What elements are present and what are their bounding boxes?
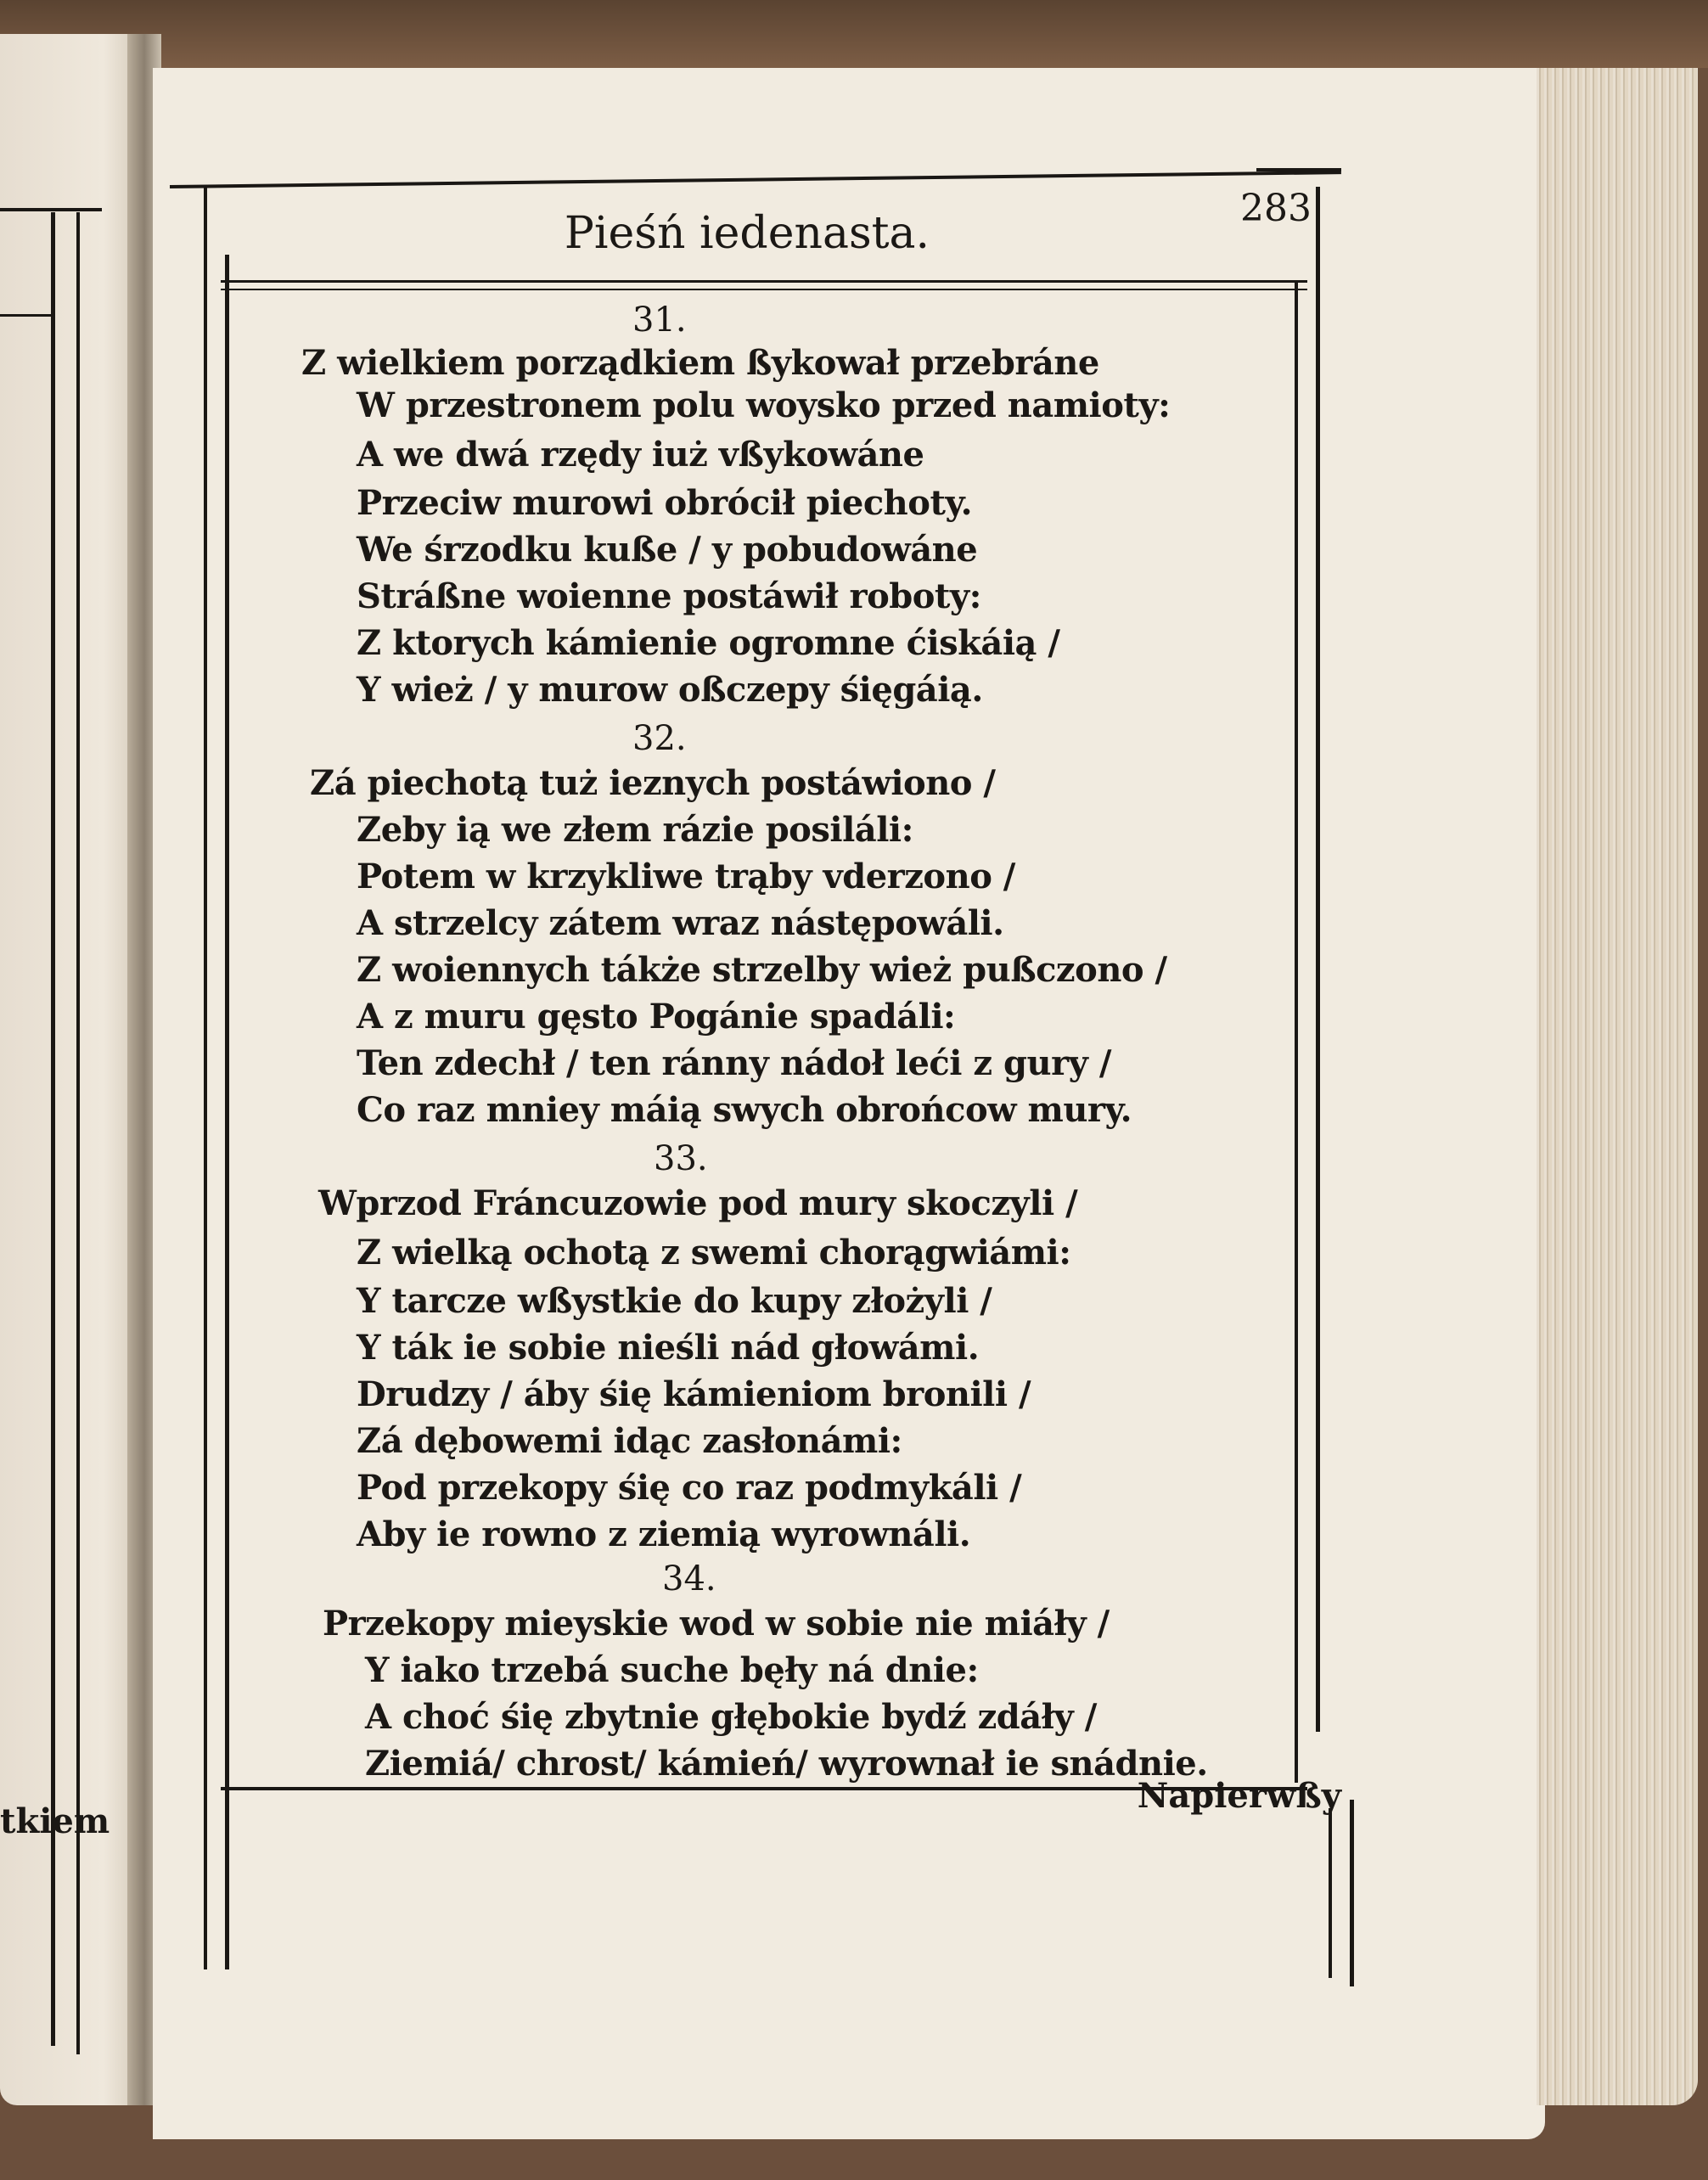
frame-right-border [1329,1808,1332,1978]
verse-line: Z wielkiem porządkiem ßykował przebráne [301,343,1099,383]
verse-line: A z muru gęsto Pogánie spadáli: [357,997,956,1037]
verse-line: Z ktorych kámienie ogromne ćiskáią / [357,623,1060,663]
frame-top-rule [1256,168,1341,171]
verse-line: Zá piechotą tuż ieznych postáwiono / [310,763,996,803]
verse-line: Pod przekopy śię co raz podmykáli / [357,1468,1022,1508]
frame-right-border [1316,187,1320,1732]
left-page-rule [0,208,102,211]
catchword: Napierwßy [1137,1776,1341,1816]
left-page-rule [0,314,51,317]
verse-line: Zeby ią we złem rázie posiláli: [357,810,913,850]
verse-line: Drudzy / áby śię kámieniom bronili / [357,1374,1031,1414]
verse-line: Y iako trzebá suche bęły ná dnie: [365,1650,979,1690]
verse-line: A strzelcy zátem wraz nástępowáli. [357,903,1004,943]
page-number: 283 [1240,187,1312,230]
verse-line: Wprzod Fráncuzowie pod mury skoczyli / [318,1183,1078,1223]
left-page-border [76,212,80,2054]
verse-line: Stráßne woienne postáwił roboty: [357,576,981,616]
verse-line: We śrzodku kuße / y pobudowáne [357,530,978,570]
verse-line: Y ták ie sobie nieśli nád głowámi. [357,1328,980,1368]
left-page-text-fragment: tkiem [0,1801,110,1841]
verse-line: Ziemiá/ chrost/ kámień/ wyrownał ie snádnie. [365,1744,1208,1784]
left-page [0,34,149,2105]
verse-line: Przekopy mieyskie wod w sobie nie miáły / [323,1604,1110,1643]
book-top-edge [0,0,1708,68]
verse-line: Zá dębowemi idąc zasłonámi: [357,1421,902,1461]
stanza-number: 33. [654,1139,708,1178]
verse-line: Aby ie rowno z ziemią wyrownáli. [357,1514,971,1554]
verse-line: Potem w krzykliwe trąby vderzono / [357,857,1015,896]
running-head: Pieśń iedenasta. [564,208,930,259]
verse-line: Ten zdechł / ten ránny nádoł leći z gury / [357,1043,1111,1083]
frame-head-rule [221,280,1307,283]
stanza-number: 32. [632,719,687,758]
verse-line: A choć śię zbytnie głębokie bydź zdáły / [365,1697,1097,1737]
frame-right-border [1295,280,1298,1783]
verse-line: Co raz mniey máią swych obrońcow mury. [357,1090,1132,1130]
frame-head-rule [221,289,1307,290]
verse-line: Z wielką ochotą z swemi chorągwiámi: [357,1233,1071,1273]
verse-line: W przestronem polu woysko przed namioty: [357,385,1171,425]
verse-line: Y tarcze wßystkie do kupy złożyli / [357,1281,992,1321]
verse-line: Z woiennych tákże strzelby wież pußczono / [357,950,1167,990]
left-page-border [51,212,55,2046]
stanza-number: 34. [662,1559,716,1598]
frame-right-border [1350,1800,1354,1986]
verse-line: Y wież / y murow oßczepy śięgáią. [357,670,983,710]
stanza-number: 31. [632,301,687,340]
verse-line: A we dwá rzędy iuż vßykowáne [357,435,924,475]
frame-left-border [225,255,229,1969]
frame-left-border [204,187,207,1969]
page-fore-edge [1537,68,1698,2105]
verse-line: Przeciw murowi obrócił piechoty. [357,483,972,523]
